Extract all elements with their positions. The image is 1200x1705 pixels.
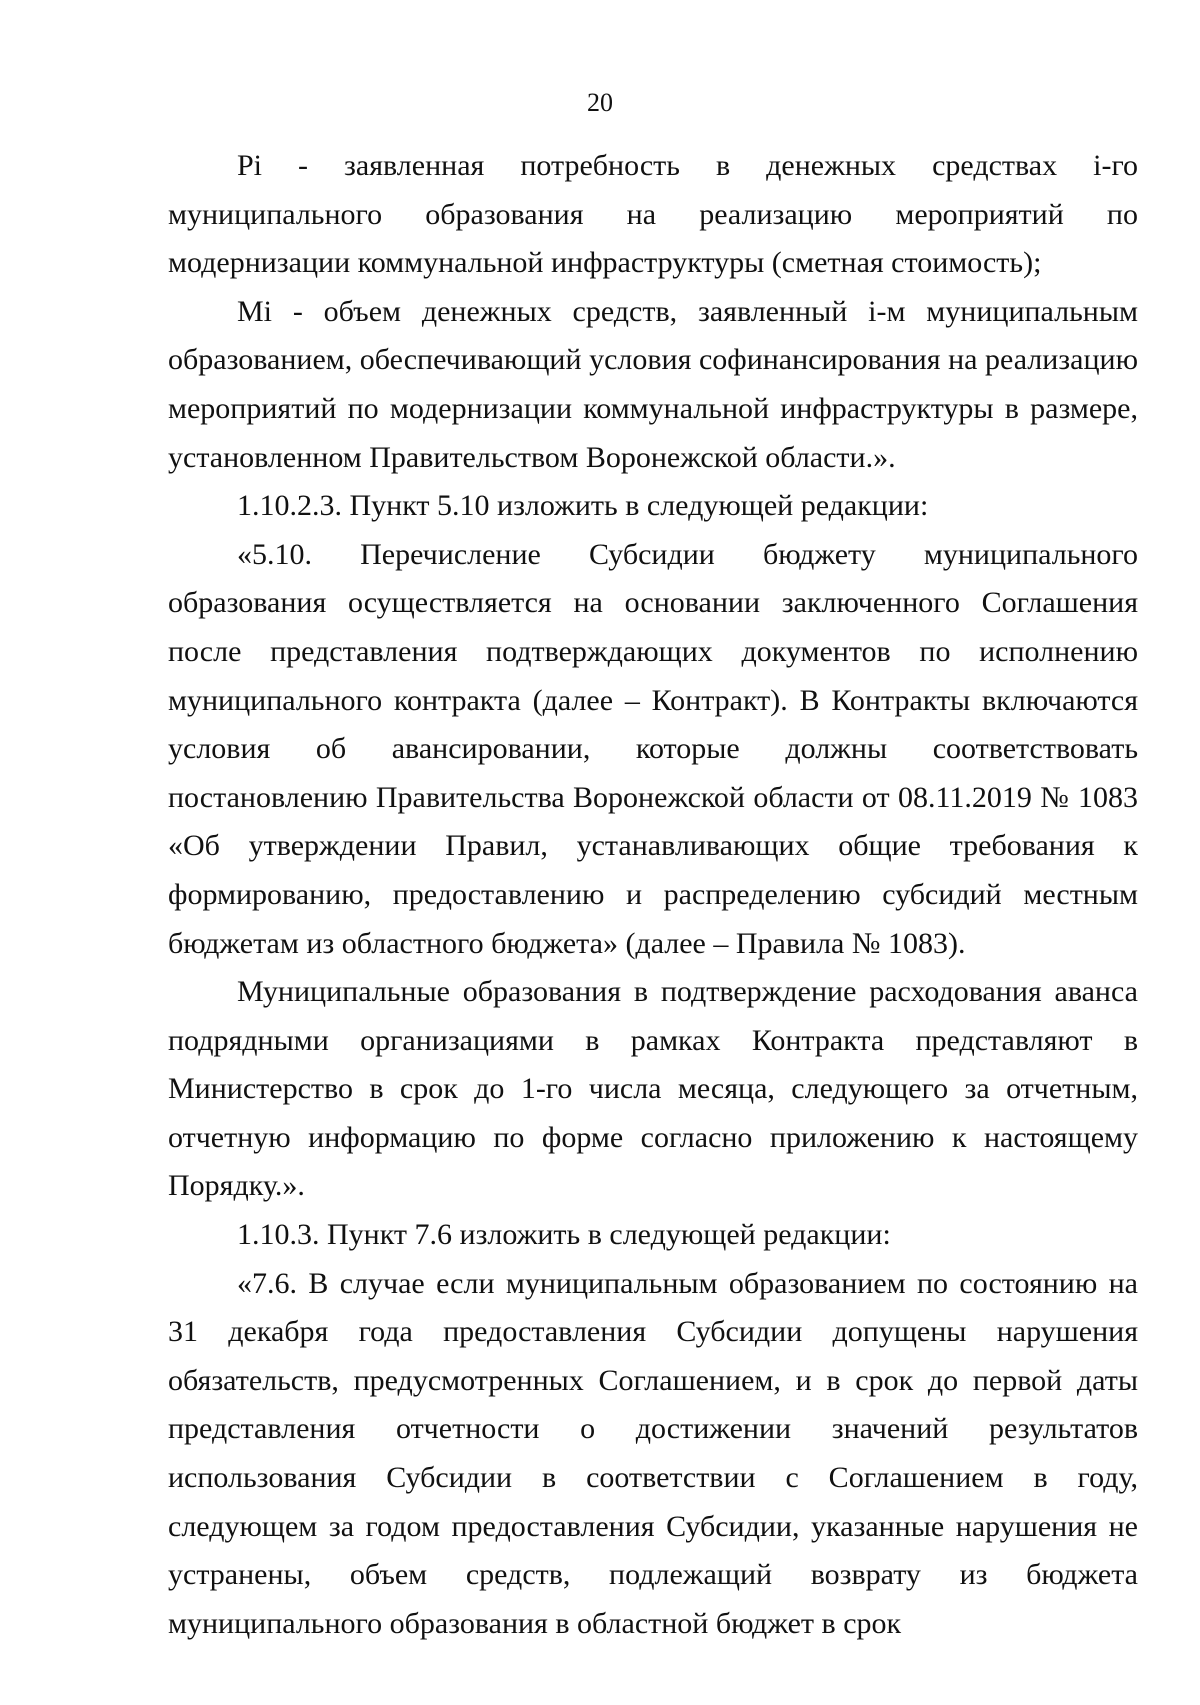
paragraph-clause-5-10: «5.10. Перечисление Субсидии бюджету муниципального образования осуществляется на основании заключенного Соглашения после представления подтверждающих документов по исполнению муниципального контракта (далее – Контракт). В Контракты включаются условия об авансировании, которые должны соответствовать постановлению Правительства Воронежской области от 08.11.2019 № 1083 «Об утверждении Правил, устанавливающих общие требования к формированию, предоставлению и распределению субсидий местным бюджетам из областного бюджета» (далее – Правила № 1083). [168, 537, 1138, 960]
paragraph-clause-7-6: «7.6. В случае если муниципальным образованием по состоянию на 31 декабря года предоставления Субсидии допущены нарушения обязательств, предусмотренных Соглашением, и в срок до первой даты представления отчетности о достижении значений результатов использования Субсидии в соответствии с Соглашением в году, следующем за годом предоставления Субсидии, указанные нарушения не устранены, объем средств, подлежащий возврату из бюджета муниципального образования в областной бюджет в срок [168, 1266, 1138, 1640]
page-number: 20 [587, 88, 613, 117]
paragraph-mi-definition: Mi - объем денежных средств, заявленный i-м муниципальным образованием, обеспечивающий условия софинансирования на реализацию мероприятий по модернизации коммунальной инфраструктуры в размере, установленном Правительством Воронежской области.». [168, 294, 1138, 474]
document-body [168, 142, 1138, 1648]
paragraph-item-1-10-2-3: 1.10.2.3. Пункт 5.10 изложить в следующей редакции: [237, 489, 929, 523]
paragraph-pi-definition: Pi - заявленная потребность в денежных средствах i-го муниципального образования на реализацию мероприятий по модернизации коммунальной инфраструктуры (сметная стоимость); [168, 149, 1138, 280]
paragraph-item-1-10-3: 1.10.3. Пункт 7.6 изложить в следующей редакции: [237, 1218, 891, 1252]
paragraph-municipal-reporting: Муниципальные образования в подтверждение расходования аванса подрядными организациями в рамках Контракта представляют в Министерство в срок до 1-го числа месяца, следующего за отчетным, отчетную информацию по форме согласно приложению к настоящему Порядку.». [168, 975, 1138, 1203]
